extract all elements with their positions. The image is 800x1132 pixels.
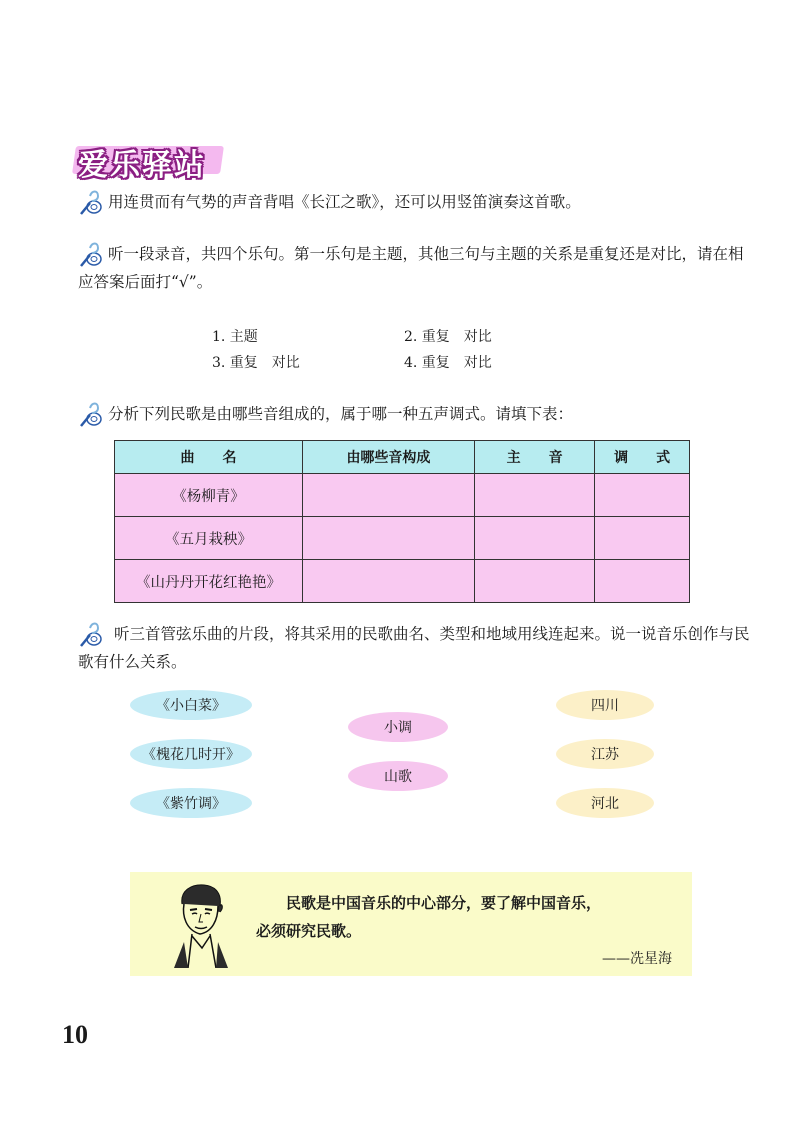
cell-tonic[interactable] [474, 560, 594, 603]
answer-option-1: 1. 主题 [212, 329, 258, 345]
cell-song-name: 《五月栽秧》 [115, 517, 303, 560]
horn-icon [78, 400, 104, 428]
table-header-row [115, 441, 690, 474]
header-mode: 调 式 [595, 441, 690, 474]
cell-song-name: 《山丹丹开花红艳艳》 [115, 560, 303, 603]
region-oval-jiangsu[interactable]: 江苏 [556, 739, 654, 769]
header-tonic: 主 音 [474, 441, 594, 474]
table-row [115, 560, 690, 603]
quote-line-2: 必须研究民歌。 [256, 922, 362, 940]
cell-mode[interactable] [595, 517, 690, 560]
cell-mode[interactable] [595, 474, 690, 517]
type-oval-shange[interactable]: 山歌 [348, 761, 448, 791]
answer-option-2: 2. 重复 对比 [404, 329, 492, 345]
folk-song-analysis-table [114, 440, 690, 603]
quote-box [130, 872, 692, 976]
task-4-text: 听三首管弦乐曲的片段，将其采用的民歌曲名、类型和地域用线连起来。说一说音乐创作与民歌有什么关系。 [78, 625, 750, 671]
cell-tonic[interactable] [474, 517, 594, 560]
answer-option-3: 3. 重复 对比 [212, 355, 300, 371]
cell-notes[interactable] [302, 517, 474, 560]
header-song-name: 曲 名 [115, 441, 303, 474]
answer-option-4: 4. 重复 对比 [404, 355, 492, 371]
header-notes: 由哪些音构成 [302, 441, 474, 474]
task-1-text: 用连贯而有气势的声音背唱《长江之歌》，还可以用竖笛演奏这首歌。 [108, 193, 581, 211]
portrait-illustration [170, 882, 232, 968]
song-oval-xiaobaicai[interactable]: 《小白菜》 [130, 690, 252, 720]
quote-line-1: 民歌是中国音乐的中心部分，要了解中国音乐， [286, 894, 602, 912]
quote-author: ——冼星海 [602, 951, 672, 967]
table-row [115, 517, 690, 560]
cell-notes[interactable] [302, 474, 474, 517]
song-oval-zizhudiao[interactable]: 《紫竹调》 [130, 788, 252, 818]
horn-icon [78, 188, 104, 216]
type-oval-xiaodiao[interactable]: 小调 [348, 712, 448, 742]
song-oval-huaihua[interactable]: 《槐花几时开》 [130, 739, 252, 769]
table-row [115, 474, 690, 517]
page-number: 10 [62, 1020, 88, 1049]
task-2-text: 听一段录音，共四个乐句。第一乐句是主题，其他三句与主题的关系是重复还是对比，请在相应答案后面打“√”。 [78, 245, 744, 291]
cell-song-name: 《杨柳青》 [115, 474, 303, 517]
region-oval-sichuan[interactable]: 四川 [556, 690, 654, 720]
section-title-text: 爱乐驿站 [78, 148, 206, 183]
cell-mode[interactable] [595, 560, 690, 603]
task-3-text: 分析下列民歌是由哪些音组成的，属于哪一种五声调式。请填下表： [108, 405, 574, 423]
cell-tonic[interactable] [474, 474, 594, 517]
region-oval-hebei[interactable]: 河北 [556, 788, 654, 818]
section-title [74, 140, 222, 183]
cell-notes[interactable] [302, 560, 474, 603]
